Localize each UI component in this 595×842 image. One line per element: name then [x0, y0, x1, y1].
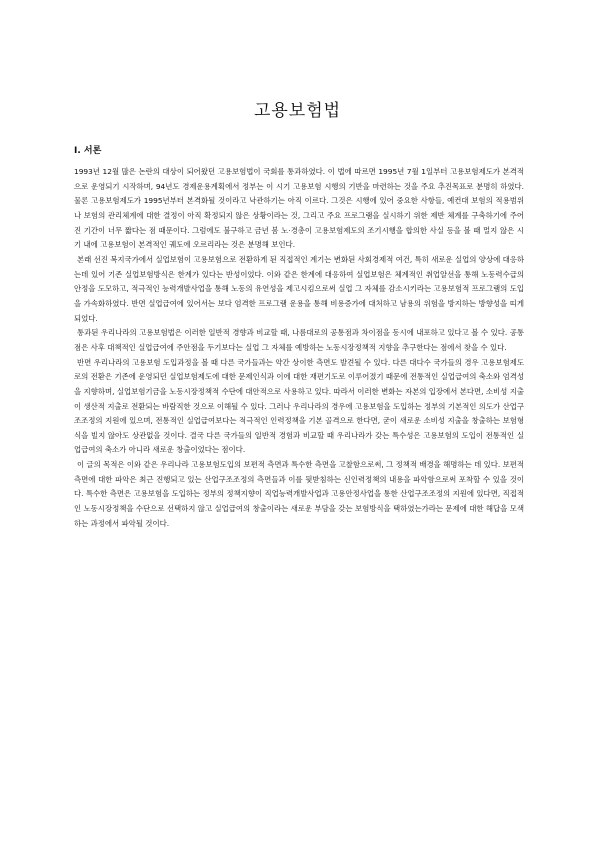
section-heading: Ⅰ. 서론 — [74, 146, 102, 156]
paragraph-1: 1993년 12월 많은 논란의 대상이 되어왔던 고용보험법이 국회를 통과하였다. 이 법에 따르면 1995년 7월 1일부터 고용보험제도가 본격적으로 운영되기 시작하며, 94년도 경제운용계획에서 정부는 이 시기 고용보험 시행의 기반을 마련하는 것을 주요 추진목표로 분명히 하였다. 물론 고용보험제도가 1995년부터 본격화될 것이라고 낙관하기는 아직 이르다. 그것은 시행에 있어 중요한 사항들, 예컨대 보험의 적용범위나 보험의 관리체계에 대한 결정이 아직 확정되지 않은 상황이라는 것, 그리고 주요 프로그램을 실시하기 위한 제반 체계를 구축하기에 주어진 기간이 너무 짧다는 점 때문이다. 그럼에도 불구하고 금년 봄 노·경총이 고용보험제도의 조기시행을 합의한 사실 등을 볼 때 멀지 않은 시기 내에 고용보험이 본격적인 궤도에 오르리라는 것은 분명해 보인다. — [74, 167, 524, 250]
paragraph-2: 본래 선진 복지국가에서 실업보험이 고용보험으로 전환하게 된 직접적인 계기는 변화된 사회경제적 여건, 특히 새로운 실업의 양상에 대응하는데 있어 기존 실업보험방식은 한계가 있다는 반성이었다. 이와 같은 한계에 대응하여 실업보험은 체계적인 취업알선을 통해 노동력수급의 안정을 도모하고, 적극적인 능력개발사업을 통해 노동의 유연성을 제고시킴으로써 실업 그 자체를 감소시키라는 고용보험적 프로그램의 도입을 가속화하였다. 반면 실업급여에 있어서는 보다 엄격한 프로그램 운용을 통해 비용증가에 대처하고 남용의 위험을 방지하는 방향성을 띠게 되었다. — [74, 254, 524, 323]
paragraph-4: 반면 우리나라의 고용보험 도입과정을 볼 때 다른 국가들과는 약간 상이한 측면도 발견될 수 있다. 다른 대다수 국가들의 경우 고용보험제도로의 전환은 기존에 운영되던 실업보험제도에 대한 문제인식과 이에 대한 재편기도로 이루어졌기 때문에 전통적인 실업급여의 축소와 엄격성을 지향하며, 실업보험기금을 노동시장정책적 수단에 대안적으로 사용하고 있다. 따라서 이러한 변화는 자본의 입장에서 본다면, 소비성 지출이 생산적 지출로 전환되는 바람직한 것으로 이해될 수 있다. 그러나 우리나라의 경우에 고용보험을 도입하는 정부의 기본적인 의도가 산업구조조정의 지원에 있으며, 전통적인 실업급여보다는 적극적인 인력정책을 기본 골격으로 한다면, 굳이 새로운 소비성 지출을 창출하는 보험형식을 빌지 않아도 상관없을 것이다. 결국 다른 국가들의 일반적 경험과 비교할 때 우리나라가 갖는 특수성은 고용보험의 도입이 전통적인 실업급여의 축소가 아니라 새로운 창출이었다는 점이다. — [74, 357, 524, 455]
paragraph-5: 이 글의 목적은 이와 같은 우리나라 고용보험도입의 보편적 측면과 특수한 측면을 고찰함으로써, 그 정책적 배경을 해명하는 데 있다. 보편적 측면에 대한 파악은 최근 진행되고 있는 산업구조조정의 측면들과 이를 뒷받침하는 신인력정책의 내용을 파악함으로써 포착할 수 있을 것이다. 특수한 측면은 고용보험을 도입하는 정부의 정책지향이 직업능력개발사업과 고용안정사업을 통한 산업구조조정의 지원에 있다면, 직접적인 노동시장정책을 수단으로 선택하지 않고 실업급여의 창출이라는 새로운 부담을 갖는 보험방식을 택하였는가라는 문제에 대한 해답을 모색하는 과정에서 파악될 것이다. — [74, 460, 524, 528]
paragraph-3: 통과된 우리나라의 고용보험법은 이러한 일반적 경향과 비교할 때, 나름대로의 공통점과 차이점을 동시에 내포하고 있다고 볼 수 있다. 공통점은 사후 대책적인 실업급여에 주안점을 두기보다는 실업 그 자체를 예방하는 노동시장정책적 지향을 추구한다는 점에서 찾을 수 있다. — [74, 328, 524, 352]
document-body — [74, 165, 524, 531]
document-title: 고용보험법 — [253, 101, 342, 121]
